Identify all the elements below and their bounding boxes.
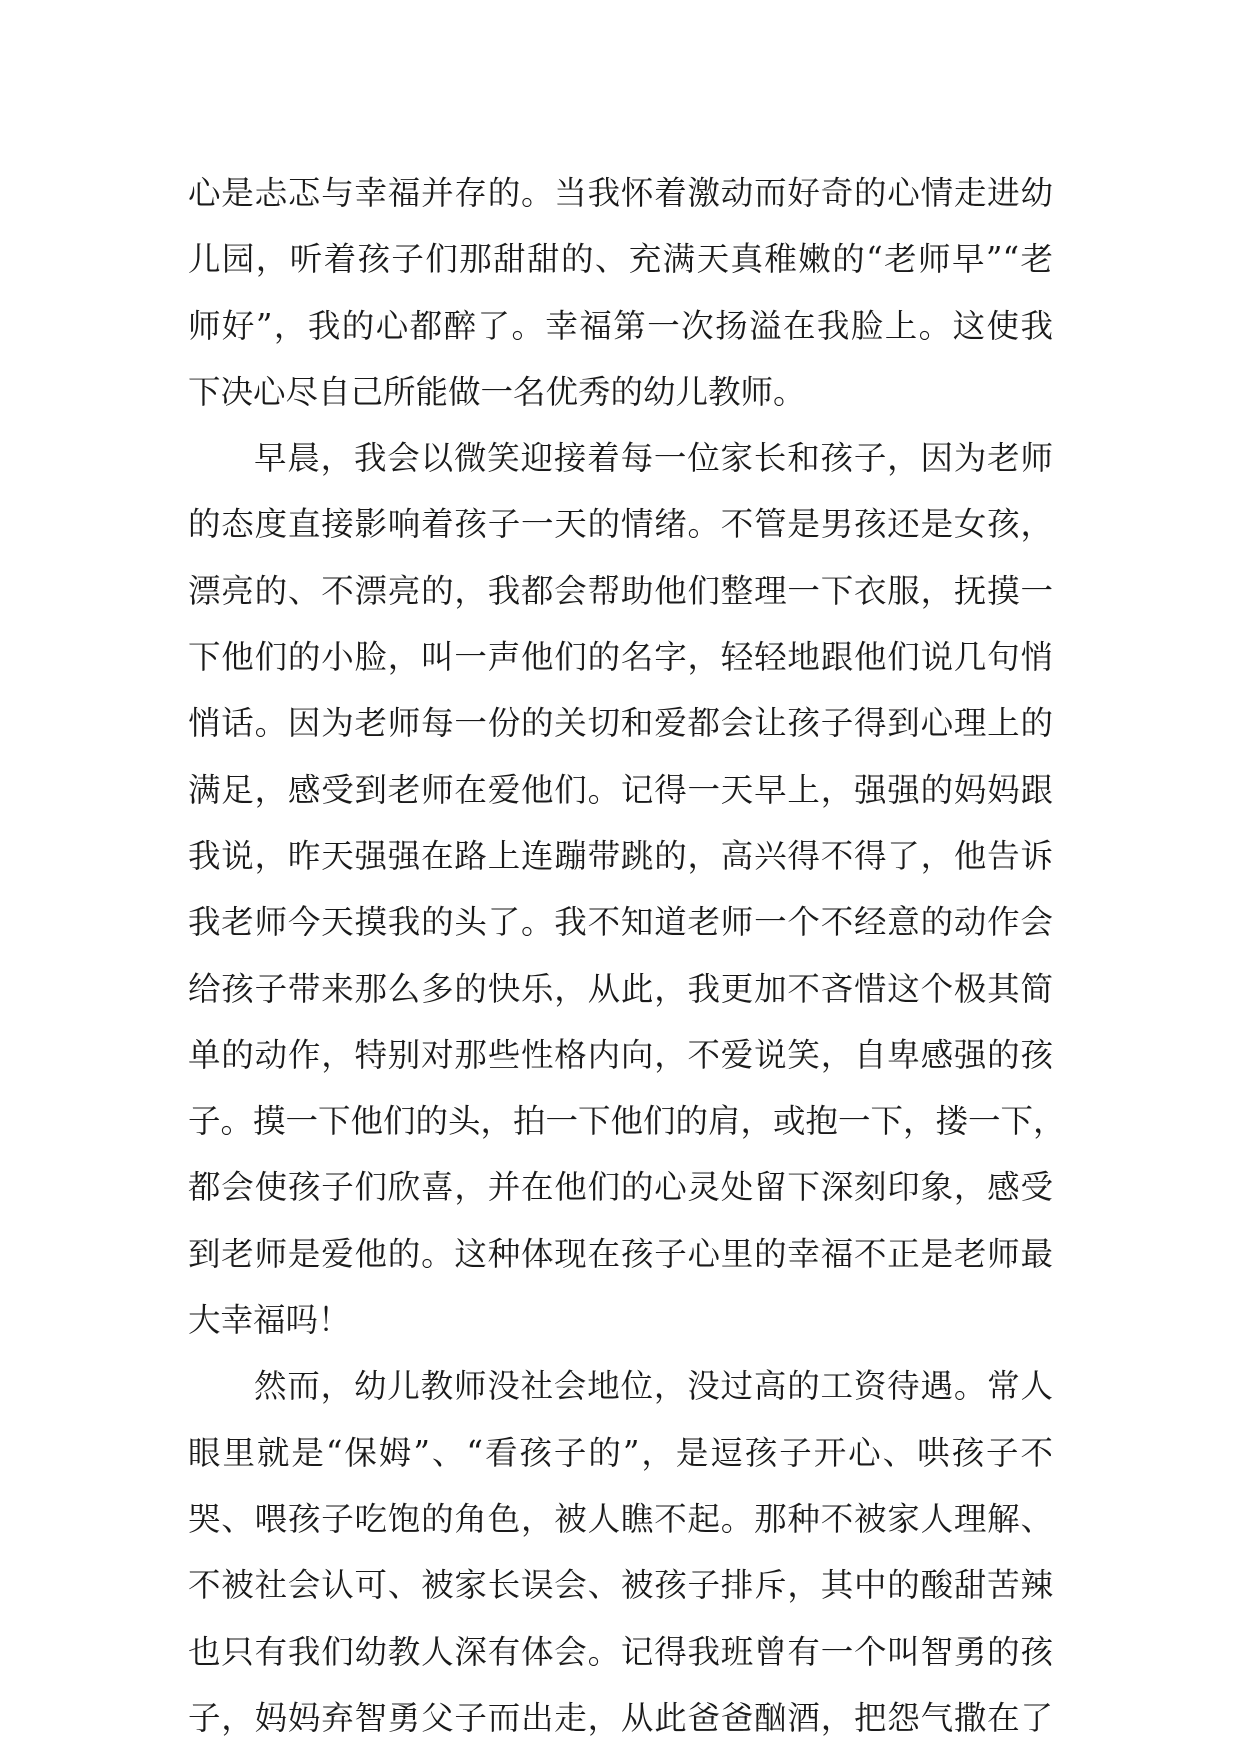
text-line: 早晨，我会以微笑迎接着每一位家长和孩子，因为老师 [254, 439, 1053, 478]
text-line: 我老师今天摸我的头了。我不知道老师一个不经意的动作会 [188, 903, 1053, 942]
text-line: 眼里就是“保姆”、“看孩子的”，是逗孩子开心、哄孩子不 [188, 1433, 1053, 1472]
body-text [188, 160, 1066, 1751]
text-line: 满足，感受到老师在爱他们。记得一天早上，强强的妈妈跟 [188, 770, 1053, 809]
text-line: 下决心尽自己所能做一名优秀的幼儿教师。 [188, 372, 806, 411]
text-line: 子，妈妈弃智勇父子而出走，从此爸爸酗酒，把怨气撒在了 [188, 1698, 1053, 1737]
text-line: 然而，幼儿教师没社会地位，没过高的工资待遇。常人 [254, 1367, 1053, 1406]
text-line: 子。摸一下他们的头，拍一下他们的肩，或抱一下，搂一下， [188, 1102, 1066, 1141]
text-line: 悄话。因为老师每一份的关切和爱都会让孩子得到心理上的 [188, 704, 1053, 743]
text-line: 我说，昨天强强在路上连蹦带跳的，高兴得不得了，他告诉 [188, 836, 1053, 875]
text-line: 单的动作，特别对那些性格内向，不爱说笑，自卑感强的孩 [188, 1035, 1053, 1074]
text-line: 漂亮的、不漂亮的，我都会帮助他们整理一下衣服，抚摸一 [188, 571, 1053, 610]
text-line: 下他们的小脸，叫一声他们的名字，轻轻地跟他们说几句悄 [188, 638, 1053, 677]
text-line: 儿园，听着孩子们那甜甜的、充满天真稚嫩的“老师早”“老 [188, 240, 1053, 279]
text-line: 也只有我们幼教人深有体会。记得我班曾有一个叫智勇的孩 [188, 1632, 1053, 1671]
text-line: 哭、喂孩子吃饱的角色，被人瞧不起。那种不被家人理解、 [188, 1499, 1053, 1538]
text-line: 的态度直接影响着孩子一天的情绪。不管是男孩还是女孩， [188, 505, 1053, 544]
text-line: 心是忐忑与幸福并存的。当我怀着激动而好奇的心情走进幼 [188, 174, 1053, 212]
text-line: 师好”，我的心都醉了。幸福第一次扬溢在我脸上。这使我 [188, 306, 1053, 345]
text-line: 大幸福吗！ [188, 1301, 351, 1340]
text-line: 不被社会认可、被家长误会、被孩子排斥，其中的酸甜苦辣 [188, 1566, 1053, 1605]
text-line: 都会使孩子们欣喜，并在他们的心灵处留下深刻印象，感受 [188, 1168, 1053, 1207]
text-line: 到老师是爱他的。这种体现在孩子心里的幸福不正是老师最 [188, 1234, 1053, 1273]
text-line: 给孩子带来那么多的快乐，从此，我更加不吝惜这个极其简 [188, 969, 1053, 1008]
